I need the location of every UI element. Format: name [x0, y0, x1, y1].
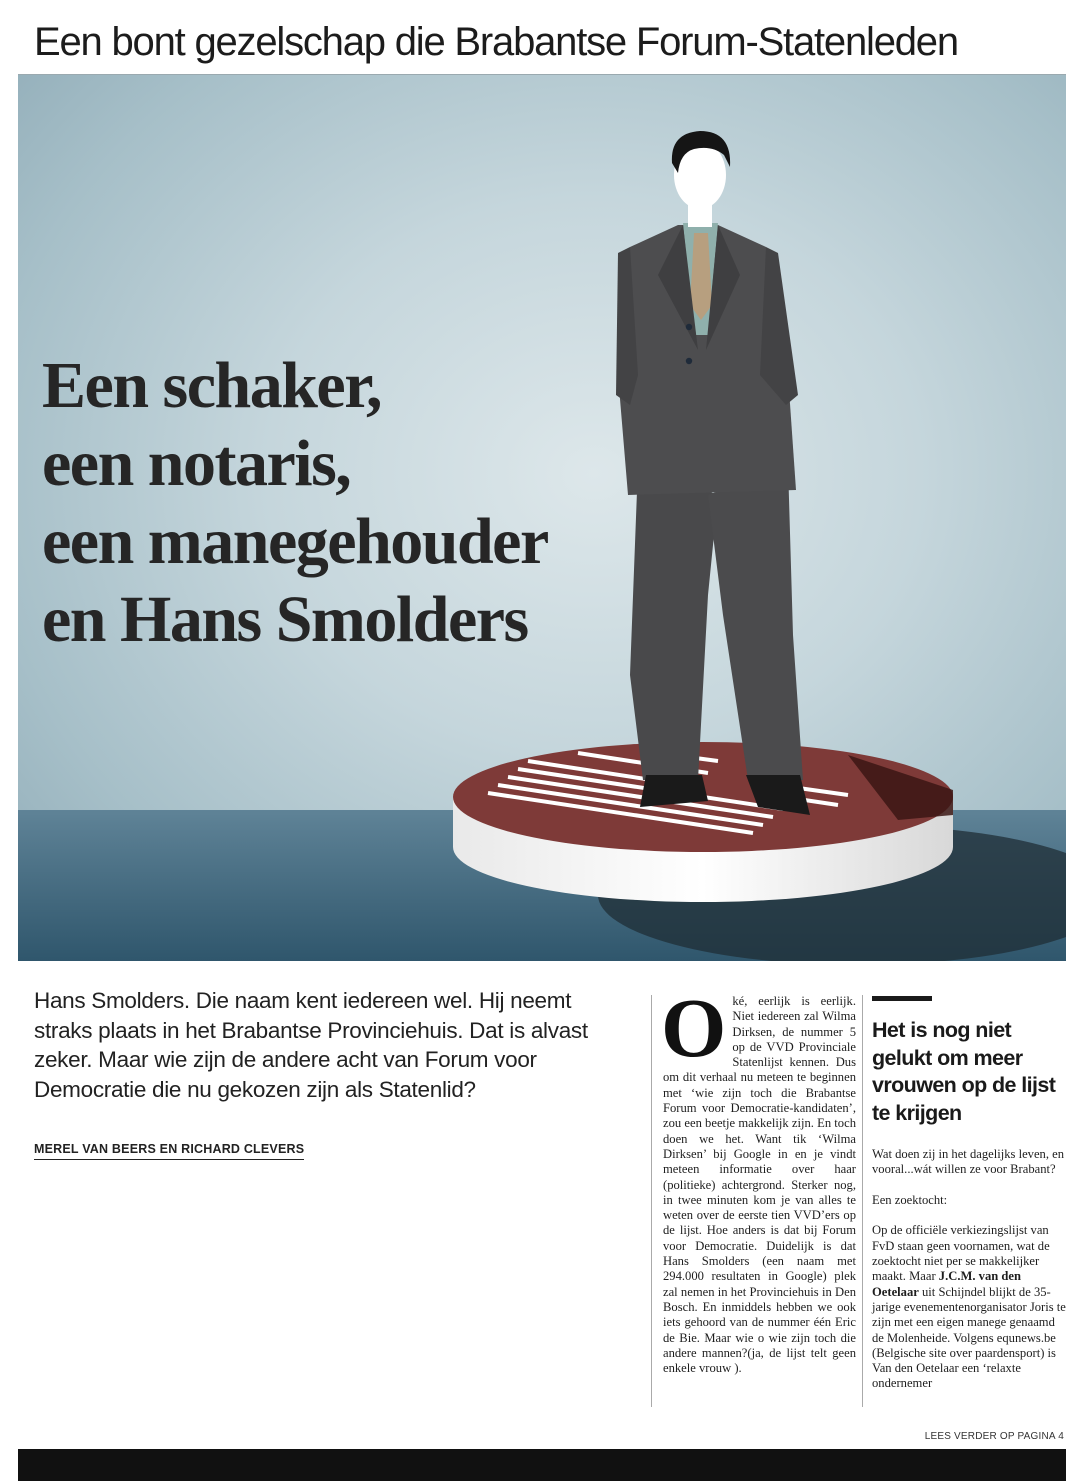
kicker-title: Een bont gezelschap die Brabantse Forum-Statenleden [34, 20, 958, 64]
continue-reading-link[interactable]: LEES VERDER OP PAGINA 4 [924, 1431, 1064, 1442]
main-headline [42, 347, 642, 659]
drop-cap: O [661, 982, 727, 1075]
sidebar-text-run: uit Schijndel blijkt de 35-jarige evenementenorganisator Joris te zijn met een eigen manege genaamd de Molenheide. Volgens equnews.be (Belgische site over paardensport) is Van den Oetelaar een ‘relaxte ondernemer [872, 1284, 1066, 1391]
sidebar-paragraph [872, 1223, 1066, 1391]
bottom-black-bar [18, 1449, 1066, 1481]
hero-illustration [18, 74, 1066, 961]
column-divider [862, 995, 863, 1407]
sidebar-column [872, 996, 1066, 1407]
column-divider [651, 995, 652, 1407]
article-body-column [661, 982, 856, 1376]
sidebar-bold-name: J.C.M. van den Oetelaar [872, 1269, 1022, 1299]
headline-line-2: een notaris, [42, 427, 351, 500]
sidebar-heading: Het is nog niet gelukt om meer vrouwen op de lijst te krijgen [872, 1018, 1056, 1125]
man-in-suit-figure [616, 131, 810, 815]
headline-line-4: en Hans Smolders [42, 583, 528, 656]
sidebar-paragraph: Wat doen zij in het dagelijks leven, en vooral...wát willen ze voor Brabant? [872, 1147, 1065, 1177]
article-body-text: ké, eerlijk is eerlijk. Niet iedereen zal Wilma Dirksen, de nummer 5 op de VVD Provinciale Statenlijst kennen. Dus om dit verhaal nu meteen te beginnen met ‘wie zijn toch die Brabantse Forum voor Democratie-kandidaten’, zou een beetje makkelijk zijn. En toch doen we het. Want tik ‘Wilma Dirksen’ bij Google in en je vindt meteen informatie over haar (politieke) achtergrond. Sterker nog, in twee minuten kom je van alles te weten over de eerste tien VVD’ers op de lijst. Hoe anders is dat bij Forum voor Democratie. Duidelijk is dat Hans Smolders (een naam met 294.000 resultaten in Google) plek zal nemen in het Provinciehuis in Den Bosch. En inmiddels hebben we ook iets gehoord van de nummer één Eric de Bie. Maar wie o wie zijn toch die andere mannen?(ja, de lijst telt geen enkele vrouw ). [663, 994, 856, 1376]
intro-paragraph: Hans Smolders. Die naam kent iedereen wel. Hij neemt straks plaats in het Brabantse Provinciehuis. Dat is alvast zeker. Maar wie zijn de andere acht van Forum voor Democratie die nu gekozen zijn als Statenlid? [34, 988, 588, 1102]
headline-line-1: Een schaker, [42, 349, 381, 422]
sidebar-text-run: Op de officiële verkiezingslijst van FvD staan geen voornamen, wat de zoektocht niet per se makkelijker maakt. Maar [872, 1223, 1050, 1284]
headline-line-3: een manegehouder [42, 505, 548, 578]
sidebar-paragraph: Een zoektocht: [872, 1192, 948, 1207]
sidebar-text [872, 1147, 1066, 1392]
byline: MEREL VAN BEERS EN RICHARD CLEVERS [34, 1142, 304, 1160]
sidebar-accent-bar [872, 996, 932, 1001]
